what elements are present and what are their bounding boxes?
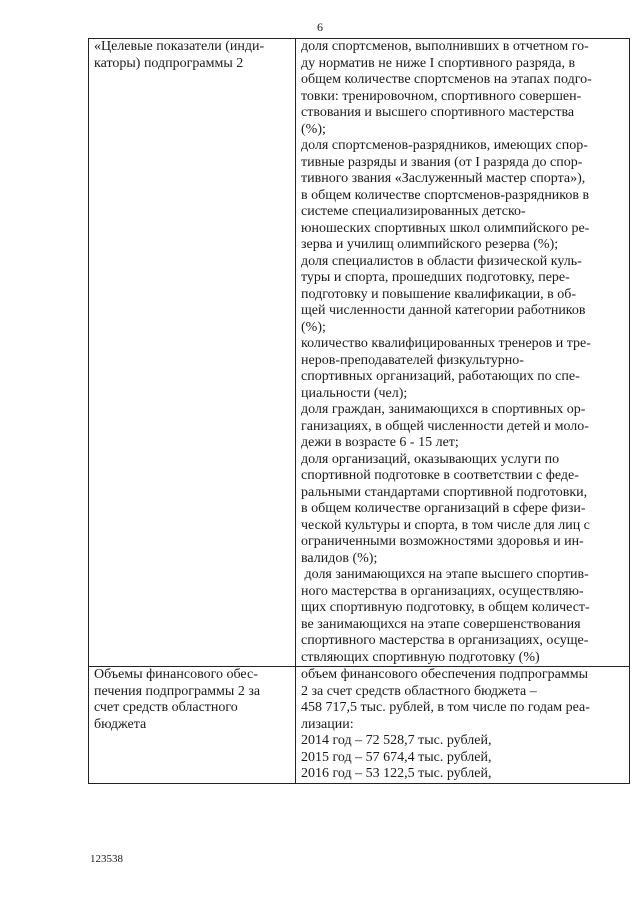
content-line: тивные разряды и звания (от I разряда до спор- [301, 154, 583, 170]
content-line: ральными стандартами спортивной подготовки, [301, 484, 588, 500]
row-label-line: печения подпрограммы 2 за [94, 683, 261, 699]
content-line: тивного звания «Заслуженный мастер спорта»), [301, 171, 586, 186]
content-line: доля организаций, оказывающих услуги по [301, 451, 560, 467]
row-content-cell [296, 39, 630, 667]
row-label-line: счет средств областного [94, 700, 238, 715]
content-line: неров-преподавателей физкультурно- [301, 352, 524, 368]
row-label-line: каторы) подпрограммы 2 [94, 55, 244, 71]
content-line: лизации: [301, 716, 354, 732]
table-row [89, 667, 630, 784]
content-line: валидов (%); [301, 550, 378, 566]
content-line: спортивного мастерства в организациях, осуще- [301, 633, 589, 648]
content-line: ческой культуры и спорта, в том числе для лиц с [301, 517, 590, 533]
content-line: доля граждан, занимающихся в спортивных ор- [301, 402, 586, 417]
content-line: спортивных организаций, работающих по спе- [301, 369, 580, 384]
row-content-cell [296, 667, 630, 784]
content-line: доля спортсменов, выполнивших в отчетном го- [301, 39, 589, 54]
content-line: ного мастерства в организациях, осуществляю- [301, 583, 584, 599]
page-number: 6 [317, 20, 323, 34]
content-line: 2 за счет средств областного бюджета – [301, 683, 537, 699]
content-line: 2015 год – 57 674,4 тыс. рублей, [301, 749, 492, 765]
content-line: щей численности данной категории работников [301, 303, 586, 318]
content-line: в общем количестве спортсменов-разрядников в [301, 187, 590, 203]
content-line: (%); [301, 319, 326, 335]
content-line: общем количестве спортсменов на этапах подго- [301, 72, 592, 87]
document-code: 123538 [90, 853, 123, 865]
content-line: ганизациях, в общей численности детей и моло- [301, 418, 589, 434]
content-line: 2016 год – 53 122,5 тыс. рублей, [301, 766, 492, 781]
content-line: товки: тренировочном, спортивного совершен- [301, 88, 582, 104]
content-line: туры и спорта, прошедших подготовку, пере- [301, 270, 570, 285]
content-line: (%); [301, 121, 326, 137]
content-line: системе специализированных детско- [301, 204, 526, 219]
table-row [89, 39, 630, 667]
content-line: доля занимающихся на этапе высшего спортив- [301, 567, 589, 582]
row-label-cell [89, 39, 296, 667]
content-line: щих спортивную подготовку, в общем количест- [301, 600, 590, 615]
content-line: в общем количестве организаций в сфере физи- [301, 501, 586, 516]
row-label-cell [89, 667, 296, 784]
content-line: ве занимающихся на этапе совершенствования [301, 616, 581, 632]
content-line: доля специалистов в области физической куль- [301, 253, 582, 269]
content-line: ствляющих спортивную подготовку (%) [301, 649, 540, 665]
content-line: циальности (чел); [301, 385, 408, 401]
subprogram-passport-table [88, 38, 630, 784]
content-line: ствования и высшего спортивного мастерства [301, 105, 575, 120]
content-line: доля спортсменов-разрядников, имеющих спор- [301, 138, 588, 153]
row-label-line: бюджета [94, 716, 147, 732]
content-line: объем финансового обеспечения подпрограммы [301, 667, 589, 682]
content-line: ограниченными возможностями здоровья и ин- [301, 534, 584, 549]
content-line: количество квалифицированных тренеров и тре- [301, 336, 591, 351]
row-label-line: Объемы финансового обес- [94, 667, 258, 682]
content-line: 2014 год – 72 528,7 тыс. рублей, [301, 733, 492, 748]
content-line: 458 717,5 тыс. рублей, в том числе по годам реа- [301, 700, 590, 715]
content-line: зерва и училищ олимпийского резерва (%); [301, 237, 559, 252]
content-line: ду норматив не ниже I спортивного разряда, в [301, 55, 576, 71]
row-label-line: «Целевые показатели (инди- [94, 39, 265, 54]
content-line: юношеских спортивных школ олимпийского ре- [301, 220, 590, 236]
content-line: спортивной подготовке в соответствии с феде- [301, 468, 579, 483]
content-line: дежи в возрасте 6 - 15 лет; [301, 435, 459, 450]
content-line: подготовку и повышение квалификации, в об- [301, 286, 577, 302]
